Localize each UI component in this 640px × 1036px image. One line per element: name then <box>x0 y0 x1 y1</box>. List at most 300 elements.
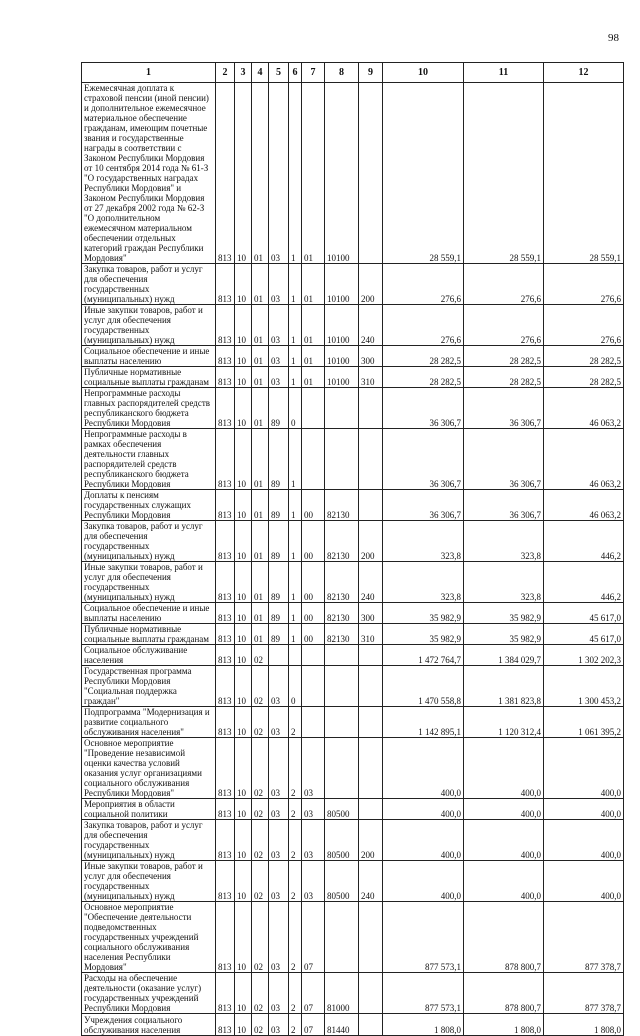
row-value-cell <box>302 388 325 429</box>
row-value-cell: 00 <box>302 562 325 603</box>
table-row <box>82 624 624 645</box>
row-value-cell: 02 <box>252 1014 269 1036</box>
row-value-cell: 02 <box>252 738 269 799</box>
row-value-cell: 400,0 <box>544 820 624 861</box>
row-value-cell: 1 <box>289 367 302 388</box>
row-value-cell: 01 <box>302 264 325 305</box>
header-row <box>82 63 624 83</box>
row-value-cell: 813 <box>216 83 235 264</box>
row-value-cell: 36 306,7 <box>383 429 464 490</box>
budget-table <box>81 62 624 1036</box>
table-row <box>82 902 624 973</box>
row-value-cell: 200 <box>359 264 383 305</box>
row-value-cell: 2 <box>289 902 302 973</box>
row-value-cell: 813 <box>216 388 235 429</box>
column-header: 1 <box>82 63 216 83</box>
row-value-cell: 03 <box>269 305 289 346</box>
row-value-cell: 813 <box>216 645 235 666</box>
row-value-cell: 00 <box>302 603 325 624</box>
row-value-cell: 1 <box>289 603 302 624</box>
row-value-cell: 400,0 <box>383 799 464 820</box>
row-value-cell: 877 573,1 <box>383 902 464 973</box>
row-value-cell: 02 <box>252 902 269 973</box>
row-name-cell: Мероприятия в области социальной политики <box>82 799 216 820</box>
table-row <box>82 738 624 799</box>
row-value-cell: 1 <box>289 521 302 562</box>
row-value-cell: 01 <box>302 83 325 264</box>
row-value-cell: 10 <box>235 1014 252 1036</box>
row-value-cell: 03 <box>269 820 289 861</box>
row-name-cell: Иные закупки товаров, работ и услуг для обеспечения государственных (муниципальных) нужд <box>82 861 216 902</box>
row-value-cell: 400,0 <box>383 861 464 902</box>
row-value-cell: 10 <box>235 799 252 820</box>
row-value-cell: 01 <box>302 367 325 388</box>
row-value-cell: 1 300 453,2 <box>544 666 624 707</box>
row-value-cell: 10 <box>235 973 252 1014</box>
row-value-cell: 10 <box>235 738 252 799</box>
row-value-cell: 02 <box>252 645 269 666</box>
row-value-cell: 400,0 <box>544 861 624 902</box>
row-value-cell: 2 <box>289 861 302 902</box>
row-value-cell: 10 <box>235 562 252 603</box>
row-value-cell: 82130 <box>325 490 359 521</box>
row-value-cell <box>325 666 359 707</box>
row-value-cell: 240 <box>359 861 383 902</box>
row-value-cell: 28 282,5 <box>544 367 624 388</box>
table-row <box>82 707 624 738</box>
row-value-cell: 00 <box>302 490 325 521</box>
row-value-cell: 01 <box>252 624 269 645</box>
row-value-cell: 1 061 395,2 <box>544 707 624 738</box>
row-value-cell: 276,6 <box>544 264 624 305</box>
row-value-cell: 1 <box>289 83 302 264</box>
row-value-cell: 813 <box>216 346 235 367</box>
row-value-cell: 89 <box>269 624 289 645</box>
row-value-cell: 276,6 <box>383 305 464 346</box>
row-value-cell: 01 <box>252 521 269 562</box>
row-value-cell: 10 <box>235 367 252 388</box>
table-row <box>82 305 624 346</box>
row-value-cell: 276,6 <box>383 264 464 305</box>
row-name-cell: Закупка товаров, работ и услуг для обеспечения государственных (муниципальных) нужд <box>82 521 216 562</box>
table-row <box>82 521 624 562</box>
column-header: 3 <box>235 63 252 83</box>
row-value-cell: 10 <box>235 666 252 707</box>
row-value-cell: 813 <box>216 861 235 902</box>
row-value-cell: 10 <box>235 861 252 902</box>
row-value-cell: 01 <box>252 388 269 429</box>
row-value-cell: 2 <box>289 973 302 1014</box>
row-value-cell: 03 <box>269 83 289 264</box>
row-value-cell: 2 <box>289 738 302 799</box>
row-value-cell: 2 <box>289 799 302 820</box>
row-value-cell: 03 <box>269 861 289 902</box>
row-value-cell: 323,8 <box>383 521 464 562</box>
row-value-cell: 1 384 029,7 <box>464 645 544 666</box>
row-value-cell: 878 800,7 <box>464 902 544 973</box>
table-row <box>82 1014 624 1036</box>
row-value-cell: 02 <box>252 799 269 820</box>
table-row <box>82 490 624 521</box>
row-value-cell: 10 <box>235 83 252 264</box>
row-name-cell: Социальное обеспечение и иные выплаты населению <box>82 603 216 624</box>
row-value-cell <box>359 973 383 1014</box>
row-value-cell: 1 381 823,8 <box>464 666 544 707</box>
row-value-cell: 03 <box>269 973 289 1014</box>
row-value-cell: 10100 <box>325 346 359 367</box>
row-name-cell: Основное мероприятие "Проведение независимой оценки качества условий оказания услуг организациями социального обслуживания Республики Мордовия" <box>82 738 216 799</box>
table-row <box>82 666 624 707</box>
row-value-cell <box>359 738 383 799</box>
table-row <box>82 346 624 367</box>
row-value-cell <box>359 83 383 264</box>
row-value-cell: 03 <box>302 861 325 902</box>
row-value-cell: 400,0 <box>464 820 544 861</box>
column-header: 2 <box>216 63 235 83</box>
row-value-cell: 813 <box>216 666 235 707</box>
row-value-cell <box>359 902 383 973</box>
row-value-cell: 2 <box>289 820 302 861</box>
row-value-cell: 10 <box>235 645 252 666</box>
page-number: 98 <box>608 32 619 44</box>
row-value-cell: 28 282,5 <box>383 346 464 367</box>
column-header: 10 <box>383 63 464 83</box>
table-body <box>82 83 624 1036</box>
row-value-cell: 01 <box>252 490 269 521</box>
row-value-cell: 323,8 <box>464 521 544 562</box>
row-value-cell: 400,0 <box>464 861 544 902</box>
row-value-cell <box>302 666 325 707</box>
row-value-cell: 10 <box>235 388 252 429</box>
row-name-cell: Подпрограмма "Модернизация и развитие социального обслуживания населения" <box>82 707 216 738</box>
row-value-cell: 310 <box>359 367 383 388</box>
row-name-cell: Непрограммные расходы главных распорядителей средств республиканского бюджета Республики Мордовия <box>82 388 216 429</box>
row-value-cell: 03 <box>269 666 289 707</box>
row-value-cell: 300 <box>359 603 383 624</box>
row-value-cell: 240 <box>359 562 383 603</box>
table-row <box>82 603 624 624</box>
row-value-cell: 28 282,5 <box>383 367 464 388</box>
row-name-cell: Государственная программа Республики Мордовия "Социальная поддержка граждан" <box>82 666 216 707</box>
row-value-cell: 03 <box>302 799 325 820</box>
row-value-cell: 02 <box>252 820 269 861</box>
row-value-cell: 89 <box>269 429 289 490</box>
row-value-cell: 0 <box>289 666 302 707</box>
row-value-cell: 80500 <box>325 861 359 902</box>
row-value-cell: 813 <box>216 264 235 305</box>
row-value-cell: 446,2 <box>544 562 624 603</box>
row-value-cell: 400,0 <box>544 799 624 820</box>
row-value-cell: 80500 <box>325 799 359 820</box>
row-value-cell: 36 306,7 <box>383 490 464 521</box>
row-value-cell: 1 <box>289 624 302 645</box>
row-name-cell: Учреждения социального обслуживания населения <box>82 1014 216 1036</box>
row-name-cell: Публичные нормативные социальные выплаты гражданам <box>82 367 216 388</box>
table-row <box>82 83 624 264</box>
row-value-cell: 1 808,0 <box>383 1014 464 1036</box>
row-value-cell: 46 063,2 <box>544 388 624 429</box>
row-value-cell: 240 <box>359 305 383 346</box>
row-value-cell: 03 <box>269 1014 289 1036</box>
table-row <box>82 820 624 861</box>
row-value-cell: 1 472 764,7 <box>383 645 464 666</box>
row-value-cell <box>359 429 383 490</box>
row-value-cell: 813 <box>216 902 235 973</box>
row-name-cell: Социальное обеспечение и иные выплаты населению <box>82 346 216 367</box>
table-row <box>82 645 624 666</box>
row-value-cell: 01 <box>302 305 325 346</box>
row-value-cell: 46 063,2 <box>544 490 624 521</box>
row-value-cell: 35 982,9 <box>383 603 464 624</box>
table-row <box>82 799 624 820</box>
column-header: 12 <box>544 63 624 83</box>
row-value-cell: 813 <box>216 820 235 861</box>
row-value-cell: 82130 <box>325 624 359 645</box>
row-value-cell: 03 <box>269 799 289 820</box>
row-value-cell: 10 <box>235 264 252 305</box>
row-value-cell: 02 <box>252 707 269 738</box>
row-value-cell: 1 <box>289 490 302 521</box>
row-value-cell: 400,0 <box>464 799 544 820</box>
row-value-cell: 400,0 <box>464 738 544 799</box>
row-value-cell: 276,6 <box>464 264 544 305</box>
column-header: 9 <box>359 63 383 83</box>
row-name-cell: Ежемесячная доплата к страховой пенсии (иной пенсии) и дополнительное ежемесячное материальное обеспечение гражданам, имеющим почетные звания и государственные награды в соответствии с Законом Республики Мордовия от 10 сентября 2014 года № 61-З "О государственных наградах Республики Мордовия" и Законом Республики Мордовия от 27 декабря 2002 года № 62-З "О дополнительном ежемесячном материальном обеспечении отдельных категорий граждан Республики Мордовия" <box>82 83 216 264</box>
row-value-cell: 89 <box>269 521 289 562</box>
column-header: 6 <box>289 63 302 83</box>
table-row <box>82 264 624 305</box>
row-value-cell: 89 <box>269 388 289 429</box>
table-row <box>82 562 624 603</box>
row-value-cell <box>325 902 359 973</box>
row-value-cell: 02 <box>252 666 269 707</box>
row-value-cell: 81000 <box>325 973 359 1014</box>
row-value-cell <box>269 645 289 666</box>
table-row <box>82 388 624 429</box>
row-value-cell: 400,0 <box>383 820 464 861</box>
row-value-cell: 2 <box>289 707 302 738</box>
row-value-cell: 01 <box>252 346 269 367</box>
row-value-cell: 01 <box>252 429 269 490</box>
row-value-cell: 03 <box>302 820 325 861</box>
row-value-cell: 36 306,7 <box>383 388 464 429</box>
row-name-cell: Закупка товаров, работ и услуг для обеспечения государственных (муниципальных) нужд <box>82 820 216 861</box>
row-value-cell: 1 120 312,4 <box>464 707 544 738</box>
row-name-cell: Непрограммные расходы в рамках обеспечения деятельности главных распорядителей средств республиканского бюджета Республики Мордовия <box>82 429 216 490</box>
row-value-cell: 1 <box>289 264 302 305</box>
row-value-cell: 878 800,7 <box>464 973 544 1014</box>
row-value-cell: 03 <box>302 738 325 799</box>
row-value-cell <box>302 645 325 666</box>
row-value-cell: 89 <box>269 603 289 624</box>
row-value-cell: 28 559,1 <box>383 83 464 264</box>
row-value-cell: 400,0 <box>383 738 464 799</box>
row-value-cell <box>359 799 383 820</box>
row-value-cell: 813 <box>216 799 235 820</box>
row-value-cell: 1 <box>289 562 302 603</box>
row-value-cell: 35 982,9 <box>464 624 544 645</box>
row-value-cell: 80500 <box>325 820 359 861</box>
row-value-cell: 02 <box>252 973 269 1014</box>
row-value-cell: 1 <box>289 429 302 490</box>
row-name-cell: Основное мероприятие "Обеспечение деятельности подведомственных государственных учреждений социального обслуживания населения Республики Мордовия" <box>82 902 216 973</box>
row-value-cell: 10 <box>235 820 252 861</box>
table-row <box>82 973 624 1014</box>
row-value-cell: 1 <box>289 346 302 367</box>
row-value-cell: 07 <box>302 902 325 973</box>
row-value-cell <box>325 429 359 490</box>
row-value-cell: 00 <box>302 624 325 645</box>
row-value-cell: 03 <box>269 346 289 367</box>
column-header: 8 <box>325 63 359 83</box>
row-value-cell: 813 <box>216 624 235 645</box>
column-header: 7 <box>302 63 325 83</box>
row-name-cell: Публичные нормативные социальные выплаты гражданам <box>82 624 216 645</box>
row-value-cell: 82130 <box>325 521 359 562</box>
row-name-cell: Закупка товаров, работ и услуг для обеспечения государственных (муниципальных) нужд <box>82 264 216 305</box>
row-value-cell: 89 <box>269 490 289 521</box>
row-value-cell: 03 <box>269 902 289 973</box>
row-value-cell: 01 <box>252 305 269 346</box>
row-value-cell: 10 <box>235 624 252 645</box>
row-value-cell: 813 <box>216 1014 235 1036</box>
row-value-cell: 28 559,1 <box>544 83 624 264</box>
row-value-cell: 00 <box>302 521 325 562</box>
row-value-cell: 02 <box>252 861 269 902</box>
row-value-cell: 200 <box>359 820 383 861</box>
row-value-cell: 1 470 558,8 <box>383 666 464 707</box>
row-value-cell: 1 808,0 <box>544 1014 624 1036</box>
row-value-cell: 82130 <box>325 562 359 603</box>
row-value-cell: 200 <box>359 521 383 562</box>
row-value-cell: 10 <box>235 429 252 490</box>
row-value-cell <box>359 1014 383 1036</box>
row-value-cell: 2 <box>289 1014 302 1036</box>
row-value-cell: 01 <box>302 346 325 367</box>
row-value-cell: 03 <box>269 738 289 799</box>
row-value-cell <box>325 388 359 429</box>
row-value-cell: 877 378,7 <box>544 902 624 973</box>
row-value-cell: 10 <box>235 707 252 738</box>
table-row <box>82 861 624 902</box>
row-value-cell: 01 <box>252 83 269 264</box>
row-value-cell: 310 <box>359 624 383 645</box>
column-header: 4 <box>252 63 269 83</box>
row-value-cell: 46 063,2 <box>544 429 624 490</box>
row-value-cell: 10100 <box>325 83 359 264</box>
row-value-cell: 07 <box>302 1014 325 1036</box>
row-name-cell: Социальное обслуживание населения <box>82 645 216 666</box>
row-value-cell: 1 142 895,1 <box>383 707 464 738</box>
row-value-cell: 10 <box>235 305 252 346</box>
row-value-cell: 323,8 <box>383 562 464 603</box>
row-value-cell: 82130 <box>325 603 359 624</box>
row-value-cell: 10 <box>235 346 252 367</box>
row-value-cell: 36 306,7 <box>464 490 544 521</box>
row-value-cell <box>302 707 325 738</box>
row-value-cell: 81440 <box>325 1014 359 1036</box>
row-value-cell <box>359 707 383 738</box>
row-value-cell <box>302 429 325 490</box>
row-value-cell: 28 282,5 <box>464 346 544 367</box>
row-value-cell: 813 <box>216 305 235 346</box>
row-value-cell: 10 <box>235 490 252 521</box>
row-value-cell <box>359 645 383 666</box>
row-value-cell: 45 617,0 <box>544 603 624 624</box>
row-value-cell <box>359 666 383 707</box>
row-name-cell: Иные закупки товаров, работ и услуг для обеспечения государственных (муниципальных) нужд <box>82 305 216 346</box>
row-name-cell: Расходы на обеспечение деятельности (оказание услуг) государственных учреждений Республики Мордовия <box>82 973 216 1014</box>
row-value-cell: 877 378,7 <box>544 973 624 1014</box>
row-value-cell: 877 573,1 <box>383 973 464 1014</box>
row-value-cell: 813 <box>216 707 235 738</box>
row-value-cell: 813 <box>216 367 235 388</box>
row-value-cell: 10 <box>235 521 252 562</box>
row-value-cell: 400,0 <box>544 738 624 799</box>
row-value-cell: 10 <box>235 603 252 624</box>
row-value-cell <box>359 388 383 429</box>
column-header: 5 <box>269 63 289 83</box>
row-value-cell: 1 302 202,3 <box>544 645 624 666</box>
row-value-cell: 10 <box>235 902 252 973</box>
table-row <box>82 367 624 388</box>
row-value-cell: 813 <box>216 521 235 562</box>
row-value-cell: 813 <box>216 738 235 799</box>
row-value-cell: 813 <box>216 490 235 521</box>
row-value-cell: 276,6 <box>544 305 624 346</box>
row-value-cell <box>359 490 383 521</box>
row-value-cell <box>289 645 302 666</box>
row-value-cell: 323,8 <box>464 562 544 603</box>
row-value-cell <box>325 738 359 799</box>
column-header: 11 <box>464 63 544 83</box>
row-value-cell: 300 <box>359 346 383 367</box>
row-value-cell <box>325 707 359 738</box>
row-value-cell: 35 982,9 <box>383 624 464 645</box>
row-value-cell: 03 <box>269 264 289 305</box>
row-value-cell: 01 <box>252 562 269 603</box>
row-value-cell: 03 <box>269 367 289 388</box>
row-value-cell: 28 282,5 <box>544 346 624 367</box>
row-name-cell: Доплаты к пенсиям государственных служащих Республики Мордовия <box>82 490 216 521</box>
row-value-cell: 03 <box>269 707 289 738</box>
row-value-cell: 0 <box>289 388 302 429</box>
row-value-cell: 1 808,0 <box>464 1014 544 1036</box>
row-value-cell: 10100 <box>325 264 359 305</box>
row-value-cell: 01 <box>252 367 269 388</box>
row-value-cell <box>325 645 359 666</box>
row-value-cell: 813 <box>216 429 235 490</box>
row-value-cell: 36 306,7 <box>464 429 544 490</box>
row-value-cell: 35 982,9 <box>464 603 544 624</box>
row-value-cell: 89 <box>269 562 289 603</box>
row-value-cell: 01 <box>252 264 269 305</box>
row-value-cell: 10100 <box>325 305 359 346</box>
row-value-cell: 28 282,5 <box>464 367 544 388</box>
row-value-cell: 07 <box>302 973 325 1014</box>
row-value-cell: 01 <box>252 603 269 624</box>
row-value-cell: 28 559,1 <box>464 83 544 264</box>
row-value-cell: 10100 <box>325 367 359 388</box>
row-value-cell: 813 <box>216 603 235 624</box>
row-value-cell: 813 <box>216 973 235 1014</box>
row-value-cell: 45 617,0 <box>544 624 624 645</box>
row-value-cell: 446,2 <box>544 521 624 562</box>
row-value-cell: 36 306,7 <box>464 388 544 429</box>
row-value-cell: 813 <box>216 562 235 603</box>
row-name-cell: Иные закупки товаров, работ и услуг для обеспечения государственных (муниципальных) нужд <box>82 562 216 603</box>
table-row <box>82 429 624 490</box>
